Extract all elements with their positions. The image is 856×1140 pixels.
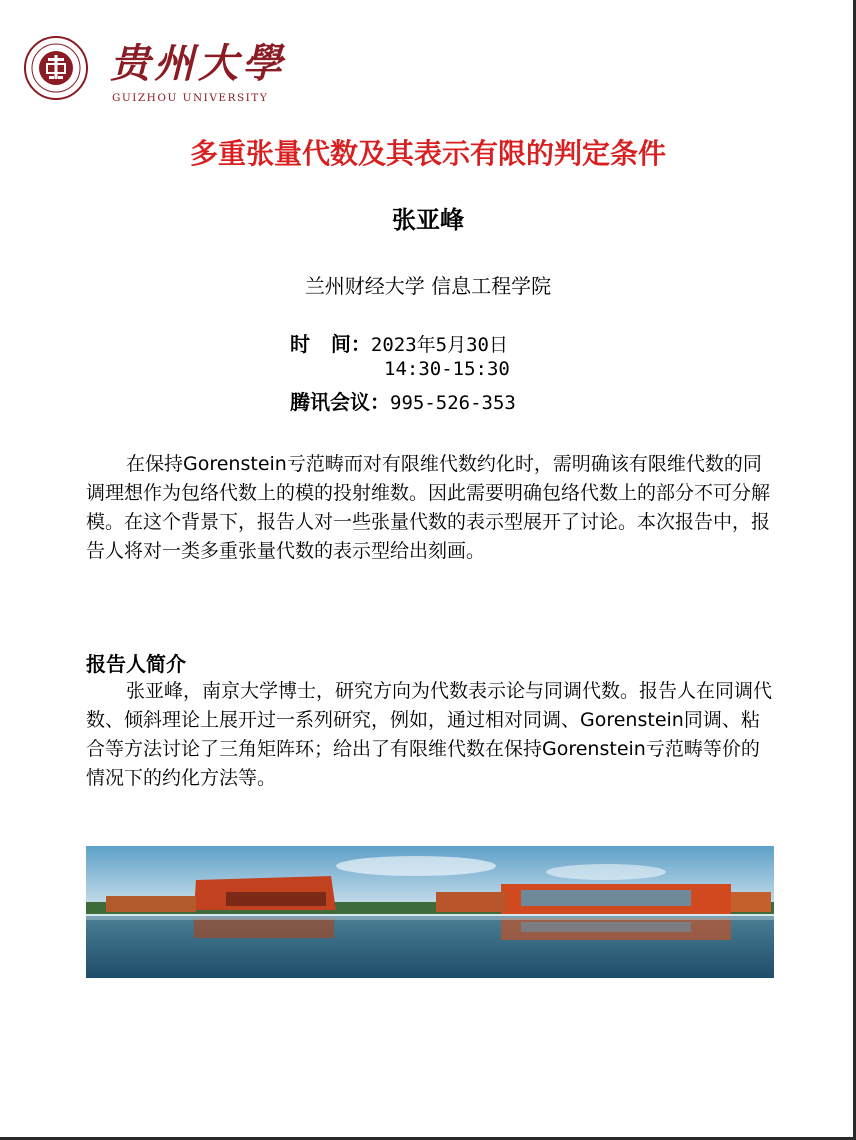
abstract-text: 在保持Gorenstein亏范畴而对有限维代数约化时，需明确该有限维代数的同调理想作为包络代数上的模的投射维数。因此需要明确包络代数上的部分不可分解模。在这个背景下，报告人对一些张量代数的表示型展开了讨论。本次报告中，报告人将对一类多重张量代数的表示型给出刻画。 [86, 453, 771, 562]
university-name-en: GUIZHOU UNIVERSITY [112, 92, 269, 104]
abstract [86, 450, 776, 566]
speaker-affiliation: 兰州财经大学 信息工程学院 [304, 274, 552, 298]
talk-time-range: 14:30-15:30 [384, 358, 510, 380]
university-seal-icon [24, 36, 88, 100]
speaker-name: 张亚峰 [392, 206, 464, 234]
talk-date: 2023年5月30日 [370, 334, 508, 356]
bio-heading: 报告人简介 [86, 652, 186, 676]
campus-photo [86, 846, 774, 978]
meeting-id: 995-526-353 [390, 392, 516, 414]
time-label: 时 间： [290, 332, 371, 356]
speaker-bio [86, 677, 776, 793]
talk-title: 多重张量代数及其表示有限的判定条件 [189, 137, 666, 170]
meeting-label: 腾讯会议： [290, 390, 390, 414]
university-logo [20, 26, 300, 112]
meeting-row [290, 386, 516, 415]
university-name-cn: 贵州大學 [110, 40, 286, 87]
time-row [290, 328, 508, 357]
bio-text: 张亚峰，南京大学博士，研究方向为代数表示论与同调代数。报告人在同调代数、倾斜理论上展开过一系列研究，例如，通过相对同调、Gorenstein同调、粘合等方法讨论了三角矩阵环；给出了有限维代数在保持Gorenstein亏范畴等价的情况下的约化方法等。 [86, 680, 773, 789]
